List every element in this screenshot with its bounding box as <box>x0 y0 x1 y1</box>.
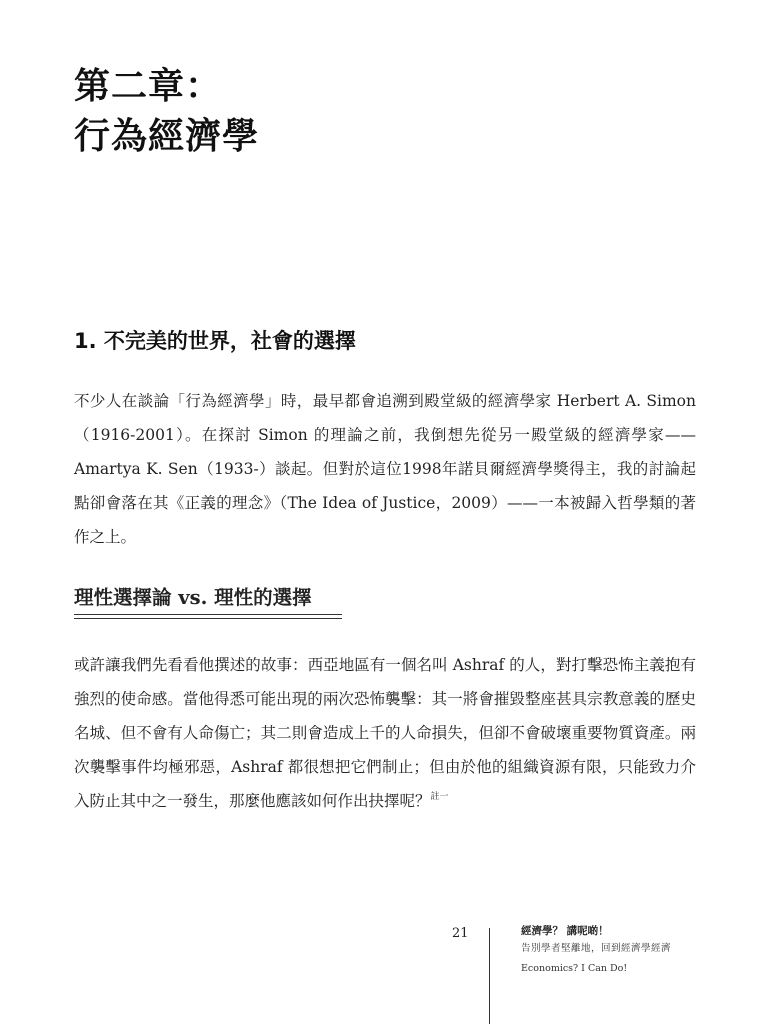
page-number: 21 <box>452 926 469 941</box>
chapter-name: 行為經濟學 <box>74 116 260 157</box>
paragraph-2-text: 或許讓我們先看看他撰述的故事：西亞地區有一個名叫 Ashraf 的人，對打擊恐怖主義抱有強烈的使命感。當他得悉可能出現的兩次恐怖襲擊：其一將會摧毀整座甚具宗教意義的歷史名城、但不會有人命傷亡；其二則會造成上千的人命損失，但卻不會破壞重要物質資產。兩次襲擊事件均極邪惡，Ashraf 都很想把它們制止；但由於他的組織資源有限，只能致力介入防止其中之一發生，那麼他應該如何作出抉擇呢？ <box>74 656 696 810</box>
section-heading: 1. 不完美的世界，社會的選擇 <box>74 329 356 353</box>
running-book-subtitle: 告別學者堅離地，回到經濟學經濟 <box>521 943 672 954</box>
running-book-title: 經濟學？ 講呢啲！ <box>521 925 609 937</box>
body-paragraph-2 <box>74 648 696 818</box>
subsection-heading: 理性選擇論 vs. 理性的選擇 <box>74 586 312 609</box>
footnote-marker[interactable]: 註一 <box>430 792 449 802</box>
footer-divider <box>489 928 490 1024</box>
chapter-title <box>74 62 259 162</box>
body-paragraph-1: 不少人在談論「行為經濟學」時，最早都會追溯到殿堂級的經濟學家 Herbert A. Simon（1916-2001）。在探討 Simon 的理論之前，我倒想先從另一殿堂級的經濟學家——Amartya K. Sen（1933-）談起。但對於這位1998年諾貝爾經濟學獎得主，我的討論起點卻會落在其《正義的理念》（The Idea of Justice，2009）——一本被歸入哲學類的著作之上。 <box>74 392 696 546</box>
subheading-double-underline <box>74 614 342 619</box>
running-book-english-title: Economics? I Can Do! <box>521 963 628 974</box>
chapter-number: 第二章： <box>74 66 223 107</box>
